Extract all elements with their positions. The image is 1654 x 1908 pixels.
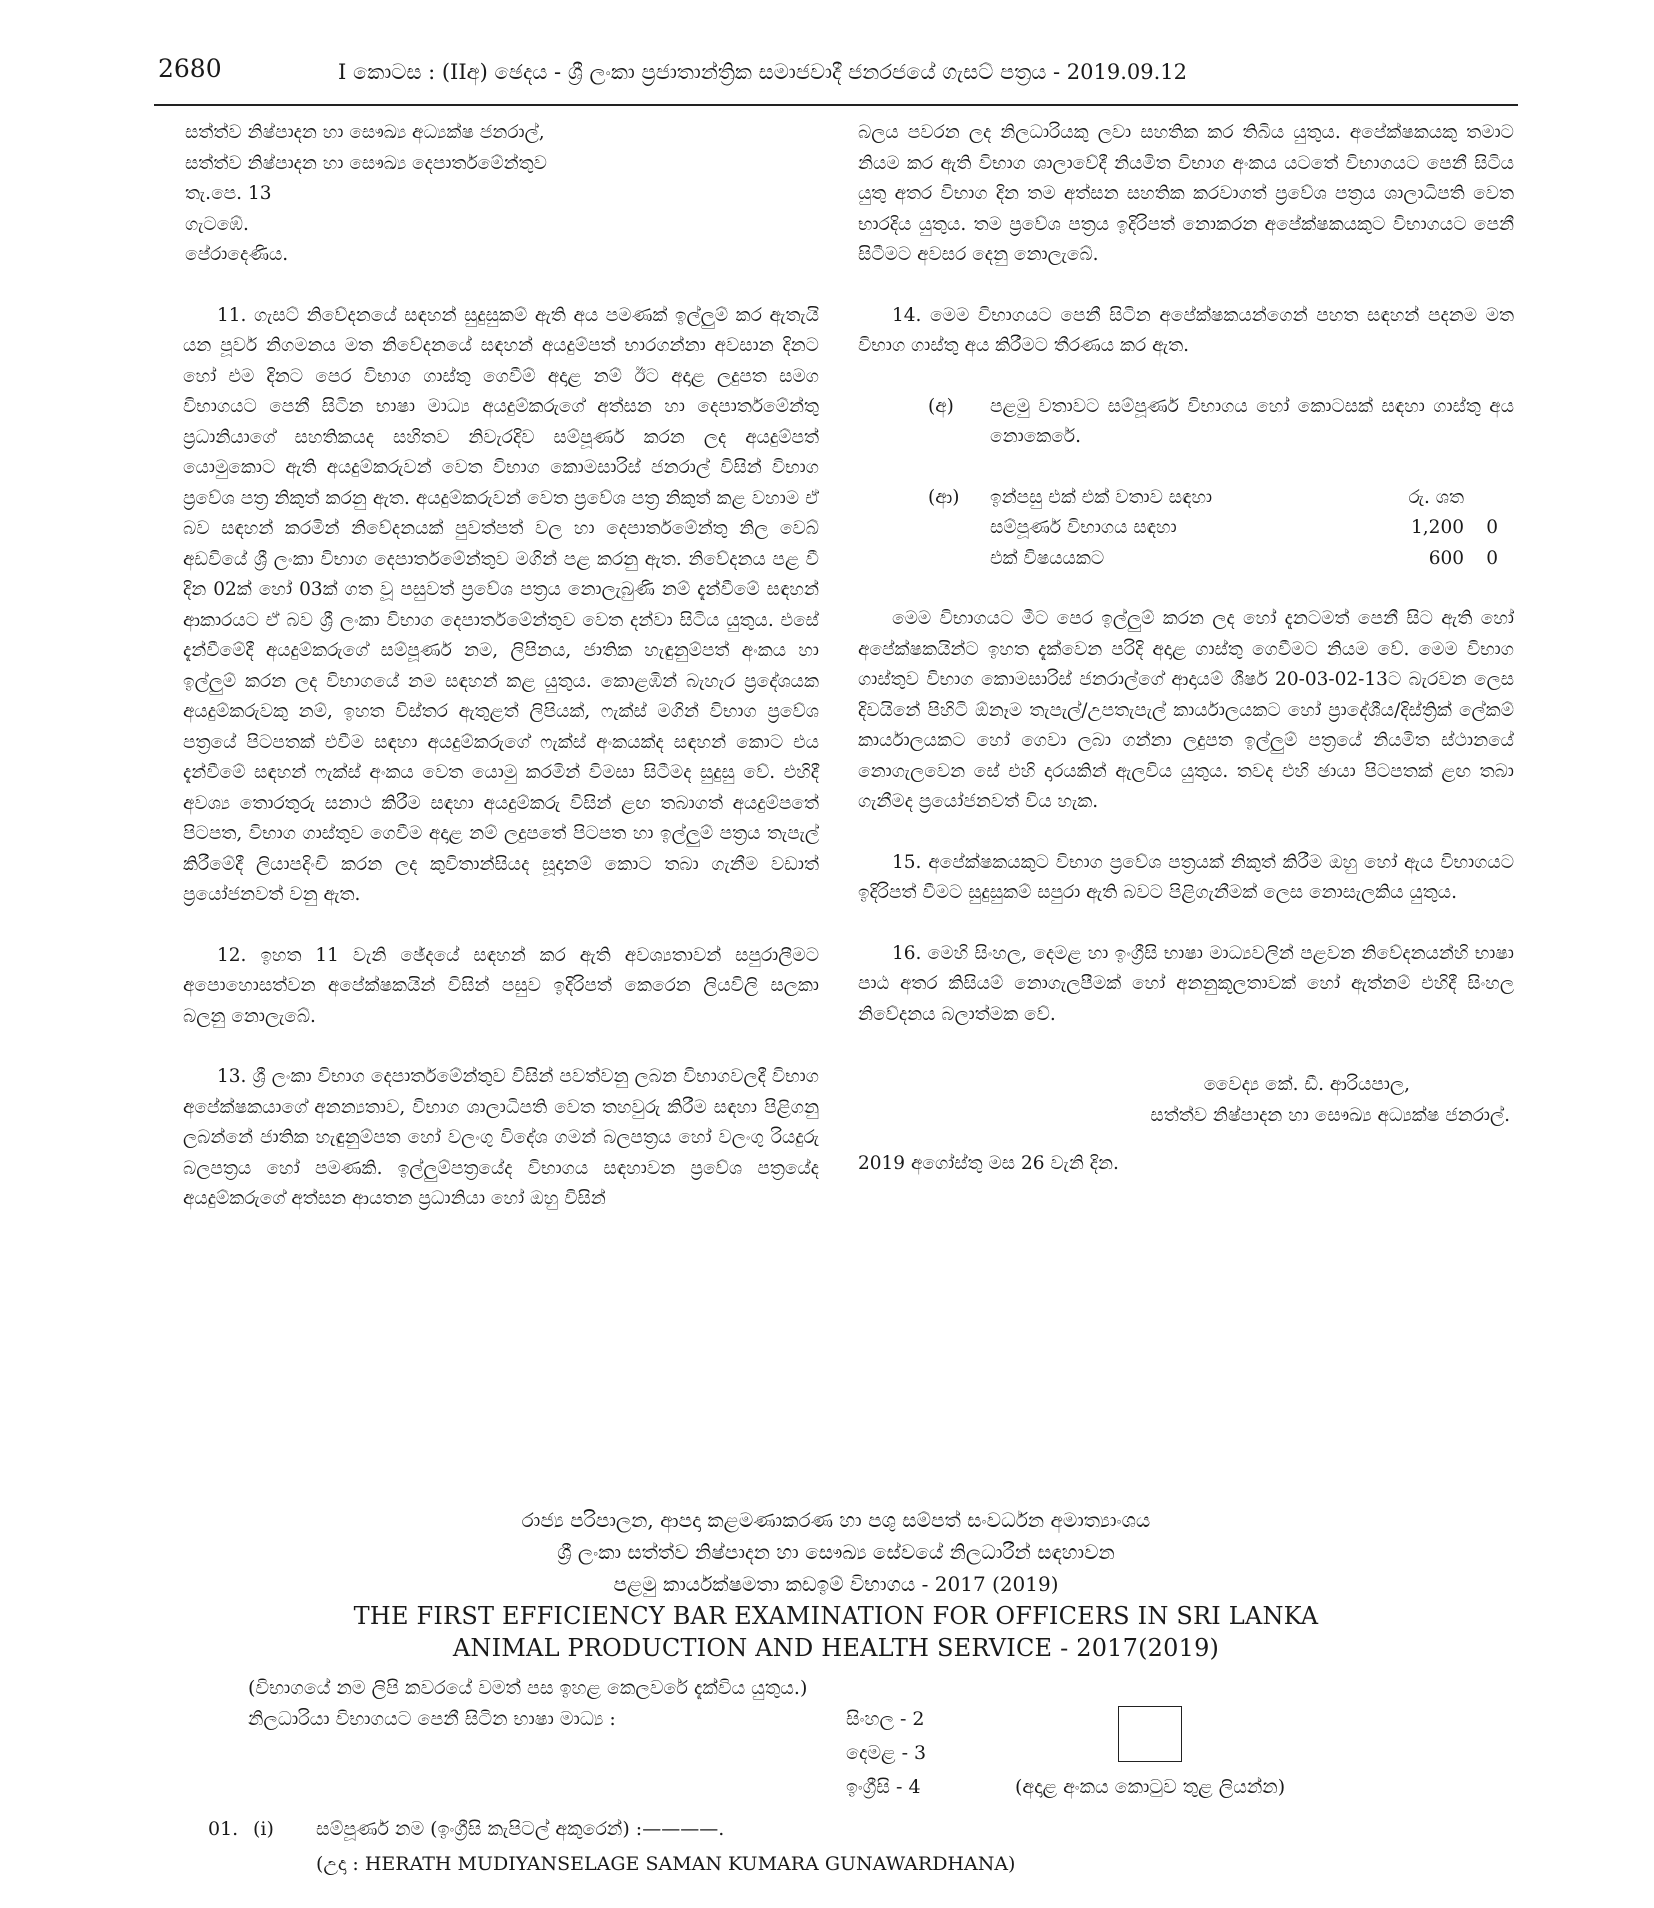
address-block bbox=[185, 118, 819, 271]
medium-number-box[interactable] bbox=[1118, 1706, 1182, 1762]
fee-row bbox=[990, 513, 1514, 544]
fee-amount: රු. ශත bbox=[1408, 486, 1464, 508]
paragraph-13-continued: බලය පවරන ලද නිලධාරියකු ලවා සහතික කර තිබිය යුතුය. අපේක්ෂකයකු තමාට නියම කර ඇති විභාග ශාලාවේදී නියමිත විභාග අංකය යටතේ විභාගයට පෙනී සිටිය යුතු අතර විභාග දින තම අත්සන සහතික කරවාගත් ප්‍රවේශ පත්‍රය ශාලාධිපති වෙත භාරදිය යුතුය. තම ප්‍රවේශ පත්‍රය ඉදිරිපත් නොකරන අපේක්ෂකයකුට විභාගයට පෙනී සිටීමට අවසර දෙනු නොලැබේ. bbox=[858, 122, 1514, 265]
fee-name: සම්පූර්ණ විභාගය සඳහා bbox=[990, 517, 1177, 538]
fee-row bbox=[990, 544, 1514, 575]
exam-title-en-1: THE FIRST EFFICIENCY BAR EXAMINATION FOR OFFICERS IN SRI LANKA bbox=[353, 1602, 1319, 1630]
paragraph-13: 13. ශ්‍රී ලංකා විභාග දෙපාර්තමේන්තුව විසින් පවත්වනු ලබන විභාගවලදී විභාග අපේක්ෂකයාගේ අනන්‍යතාව, විභාග ශාලාධිපති වෙත තහවුරු කිරීම සඳහා පිළිගනු ලබන්නේ ජාතික හැඳුනුම්පත හෝ වලංගු විදේශ ගමන් බලපත්‍රය හෝ වලංගු රියදුරු බලපත්‍රය හෝ පමණකි. ඉල්ලුම්පත්‍රයේද විභාගය සඳහාවන ප්‍රවේශ පත්‍රයේද අයදුම්කරුගේ අත්සන ආයතන ප්‍රධානියා හෝ ඔහු විසින් bbox=[183, 1066, 819, 1209]
address-line: තැ.පෙ. 13 bbox=[185, 183, 272, 204]
paragraph-14: 14. මෙම විභාගයට පෙනී සිටින අපේක්ෂකයන්ගෙන් පහත සඳහන් පදනම මත විභාග ගාස්තු අය කිරීමට තීරණය කර ඇත. bbox=[858, 304, 1514, 356]
fee-table bbox=[990, 483, 1514, 575]
fee-name: එක් විෂයයකට bbox=[990, 547, 1105, 569]
address-line: ගැටඹේ. bbox=[185, 213, 249, 235]
page-number: 2680 bbox=[158, 54, 222, 83]
fee-name: ඉන්පසු එක් එක් වතාව සඳහා bbox=[990, 486, 1213, 508]
fee-amount: 600 bbox=[1428, 547, 1464, 569]
medium-label: නිලධාරියා විභාගයට පෙනී සිටින භාෂා මාධ්‍ය : bbox=[248, 1708, 616, 1730]
paragraph-11: 11. ගැසට් නිවේදනයේ සඳහන් සුදුසුකම් ඇති අය පමණක් ඉල්ලුම් කර ඇතැයි යන පූර්ව නිගමනය මත නිවේදනයේ සඳහන් අයදුම්පත් භාරගන්නා අවසාන දිනට හෝ එම දිනට පෙර විභාග ගාස්තු ගෙවීම් අදාළ නම් ඊට අදාළ ලදුපත සමග විභාගයට පෙනී සිටින භාෂා මාධ්‍ය අයදුම්කරුගේ අත්සන හා දෙපාර්තමේන්තු ප්‍රධානියාගේ සහතිකයද සහිතව නිවැරදිව සම්පූර්ණ කරන ලද අයදුම්පත් යොමුකොට ඇති අයදුම්කරුවන් වෙත විභාග කොමසාරිස් ජනරාල් විසින් විභාග ප්‍රවේශ පත්‍ර නිකුත් කරනු ඇත. අයදුම්කරුවන් වෙත ප්‍රවේශ පත්‍ර නිකුත් කළ වහාම ඒ බව සඳහන් කරමින් නිවේදනයක් පුවත්පත් වල හා දෙපාර්තමේන්තු නිල වෙබ් අඩවියේ ශ්‍රී ලංකා විභාග දෙපාර්තමේන්තුව මගින් පළ කරනු ඇත. නිවේදනය පළ වී දින 02ක් හෝ 03ක් ගත වූ පසුවත් ප්‍රවේශ පත්‍රය නොලැබුණි නම් දැන්වීමේ සඳහන් ආකාරයට ඒ බව ශ්‍රී ලංකා විභාග දෙපාර්තමේන්තුව වෙත දන්වා සිටිය යුතුය. එසේ දැන්වීමේදී අයදුම්කරුගේ සම්පූර්ණ නම, ලිපිනය, ජාතික හැඳුනුම්පත් අංකය හා ඉල්ලුම් කරන ලද විභාගයේ නම සඳහන් කළ යුතුය. කොළඹින් බැහැර ප්‍රදේශයක අයදුම්කරුවකු නම්, ඉහත විස්තර ඇතුළත් ලිපියක්, ෆැක්ස් මගින් විභාග ප්‍රවේශ පත්‍රයේ පිටපතක් එවීම සඳහා අයදුම්කරුගේ ෆැක්ස් අංකයක්ද සඳහන් කොට එය දැන්වීමේ සඳහන් ෆැක්ස් අංකය වෙත යොමු කරමින් විමසා සිටීමද සුදුසු වේ. එහිදී අවශ්‍ය තොරතුරු සනාථ කිරීම සඳහා අයදුම්කරු විසින් ළඟ තබාගත් අයදුම්පතේ පිටපත, විභාග ගාස්තුව ගෙවීම අදාළ නම් ලදුපතේ පිටපත හා ඉල්ලුම් පත්‍රය තැපැල් කිරීමේදී ලියාපදිංචි කරන ලද කුවිතාන්සියද සූදානම් කොට තබා ගැනීම වඩාත් ප්‍රයෝජනවත් වනු ඇත. bbox=[183, 304, 819, 905]
ministry-title: රාජ්‍ය පරිපාලන, ආපදා කළමණාකරණ හා පශු සම්පත් සංවර්ධන අමාත්‍යාංශය bbox=[521, 1508, 1151, 1532]
fee-item-text: පළමු වතාවට සම්පූර්ණ විභාගය හෝ කොටසක් සඳහා ගාස්තු අය නොකෙරේ. bbox=[990, 395, 1514, 447]
notice-date: 2019 අගෝස්තු මස 26 වැනි දින. bbox=[858, 1153, 1119, 1174]
medium-option-sinhala: සිංහල - 2 bbox=[846, 1708, 925, 1730]
fee-cents: 0 bbox=[1486, 517, 1498, 538]
running-header: I කොටස : (IIඅ) ඡෙදය - ශ්‍රී ලංකා ප්‍රජාතාන්ත්‍රික සමාජවාදී ජනරජයේ ගැසට් පත්‍රය - 2019.09.12 bbox=[338, 60, 1188, 84]
signatory-title: සත්ත්ව නිෂ්පාදන හා සෞඛ්‍ය අධ්‍යක්ෂ ජනරාල්. bbox=[1150, 1104, 1510, 1126]
signature-block bbox=[858, 1070, 1514, 1131]
fee-cents: 0 bbox=[1486, 547, 1498, 569]
paragraph-15: 15. අපේක්ෂකයකුට විභාග ප්‍රවේශ පත්‍රයක් නිකුත් කිරීම ඔහු හෝ ඇය විභාගයට ඉදිරිපත් වීමට සුදුසුකම් සපුරා ඇති බවට පිළිගැනීමක් ලෙස නොසැලකිය යුතුය. bbox=[858, 851, 1514, 903]
signatory-name: වෛද්‍ය කේ. ඩී. ආරියපාල, bbox=[1203, 1074, 1410, 1095]
fee-row bbox=[990, 483, 1514, 514]
paragraph-16: 16. මෙහි සිංහල, දෙමළ හා ඉංග්‍රීසි භාෂා මාධ්‍යවලින් පළවන නිවේදනයන්හි භාෂා පාඨ අතර කිසියම් නොගැලපීමක් හෝ අනනුකූලතාවක් හෝ ඇත්නම් එහිදී සිංහල නිවේදනය බලාත්මක වේ. bbox=[858, 942, 1514, 1025]
full-name-label: සම්පූර්ණ නම (ඉංග්‍රීසි කැපිටල් අකුරෙන්) :————. bbox=[316, 1818, 725, 1840]
fee-item-a bbox=[928, 392, 1514, 453]
question-number: 01. bbox=[208, 1818, 239, 1840]
left-column bbox=[183, 118, 819, 1215]
address-line: පේරාදෙණිය. bbox=[185, 244, 289, 265]
full-name-example: (උදා : HERATH MUDIYANSELAGE SAMAN KUMARA GUNAWARDHANA) bbox=[316, 1853, 1016, 1875]
paragraph-14-fees: මෙම විභාගයට මීට පෙර ඉල්ලුම් කරන ලද හෝ දැනටමත් පෙනී සිට ඇති හෝ අපේක්ෂකයින්ට ඉහත දැක්වෙන පරිදි අදාළ ගාස්තු ගෙවීමට නියම වේ. මෙම විභාග ගාස්තුව විභාග කොමසාරිස් ජනරාල්ගේ ආදායම් ශීර්ෂ 20-03-02-13ට බැරවන ලෙස දිවයිනේ පිහිටි ඕනෑම තැපැල්/උපතැපැල් කාර්යාලයකට හෝ ප්‍රාදේශීය/දිස්ත්‍රික් ලේකම් කාර්යාලයකට හෝ ගෙවා ලබා ගන්නා ලදුපත ඉල්ලුම් පත්‍රයේ නියමිත ස්ථානයේ නොගැලවෙන සේ එහි දාරයකින් ඇලවිය යුතුය. තවද එහි ඡායා පිටපතක් ළඟ තබා ගැනීමද ප්‍රයෝජනවත් විය හැක. bbox=[858, 608, 1514, 812]
exam-title-en-2: ANIMAL PRODUCTION AND HEALTH SERVICE - 2017(2019) bbox=[452, 1634, 1220, 1662]
fee-item-label: (ආ) bbox=[928, 486, 960, 508]
header-rule bbox=[154, 104, 1518, 106]
exam-title-si: පළමු කාර්යක්ෂමතා කඩඉම් විභාගය - 2017 (2019) bbox=[613, 1572, 1059, 1596]
address-line: සත්ත්ව නිෂ්පාදන හා සෞඛ්‍ය දෙපාර්තමේන්තුව bbox=[185, 152, 547, 174]
paragraph-12: 12. ඉහත 11 වැනි ඡේදයේ සඳහන් කර ඇති අවශ්‍යතාවන් සපුරාලීමට අපොහොසත්වන අපේක්ෂකයින් විසින් පසුව ඉදිරිපත් කෙරෙන ලියවිලි සලකා බලනු නොලැබේ. bbox=[183, 944, 819, 1027]
medium-option-english: ඉංග්‍රීසි - 4 bbox=[846, 1776, 921, 1798]
fee-amount: 1,200 bbox=[1411, 517, 1464, 538]
service-title: ශ්‍රී ලංකා සත්ත්ව නිෂ්පාදන හා සෞඛ්‍ය සේවයේ නිලධාරීන් සඳහාවන bbox=[557, 1540, 1115, 1564]
fee-item-b bbox=[928, 483, 1514, 575]
address-line: සත්ත්ව නිෂ්පාදන හා සෞඛ්‍ය අධ්‍යක්ෂ ජනරාල්, bbox=[185, 122, 545, 143]
exam-title-block bbox=[154, 1504, 1518, 1664]
medium-option-tamil: දෙමළ - 3 bbox=[846, 1742, 927, 1764]
form-note: (විභාගයේ නම ලිපි කවරයේ වමත් පස ඉහළ කෙලවරේ දැක්විය යුතුය.) bbox=[248, 1677, 808, 1699]
fee-cents bbox=[1464, 483, 1498, 514]
medium-hint: (අදාළ අංකය කොටුව තුළ ලියන්න) bbox=[1015, 1776, 1286, 1798]
right-column bbox=[858, 118, 1514, 1180]
question-subnumber: (i) bbox=[253, 1818, 274, 1840]
fee-item-label: (අ) bbox=[928, 395, 954, 417]
